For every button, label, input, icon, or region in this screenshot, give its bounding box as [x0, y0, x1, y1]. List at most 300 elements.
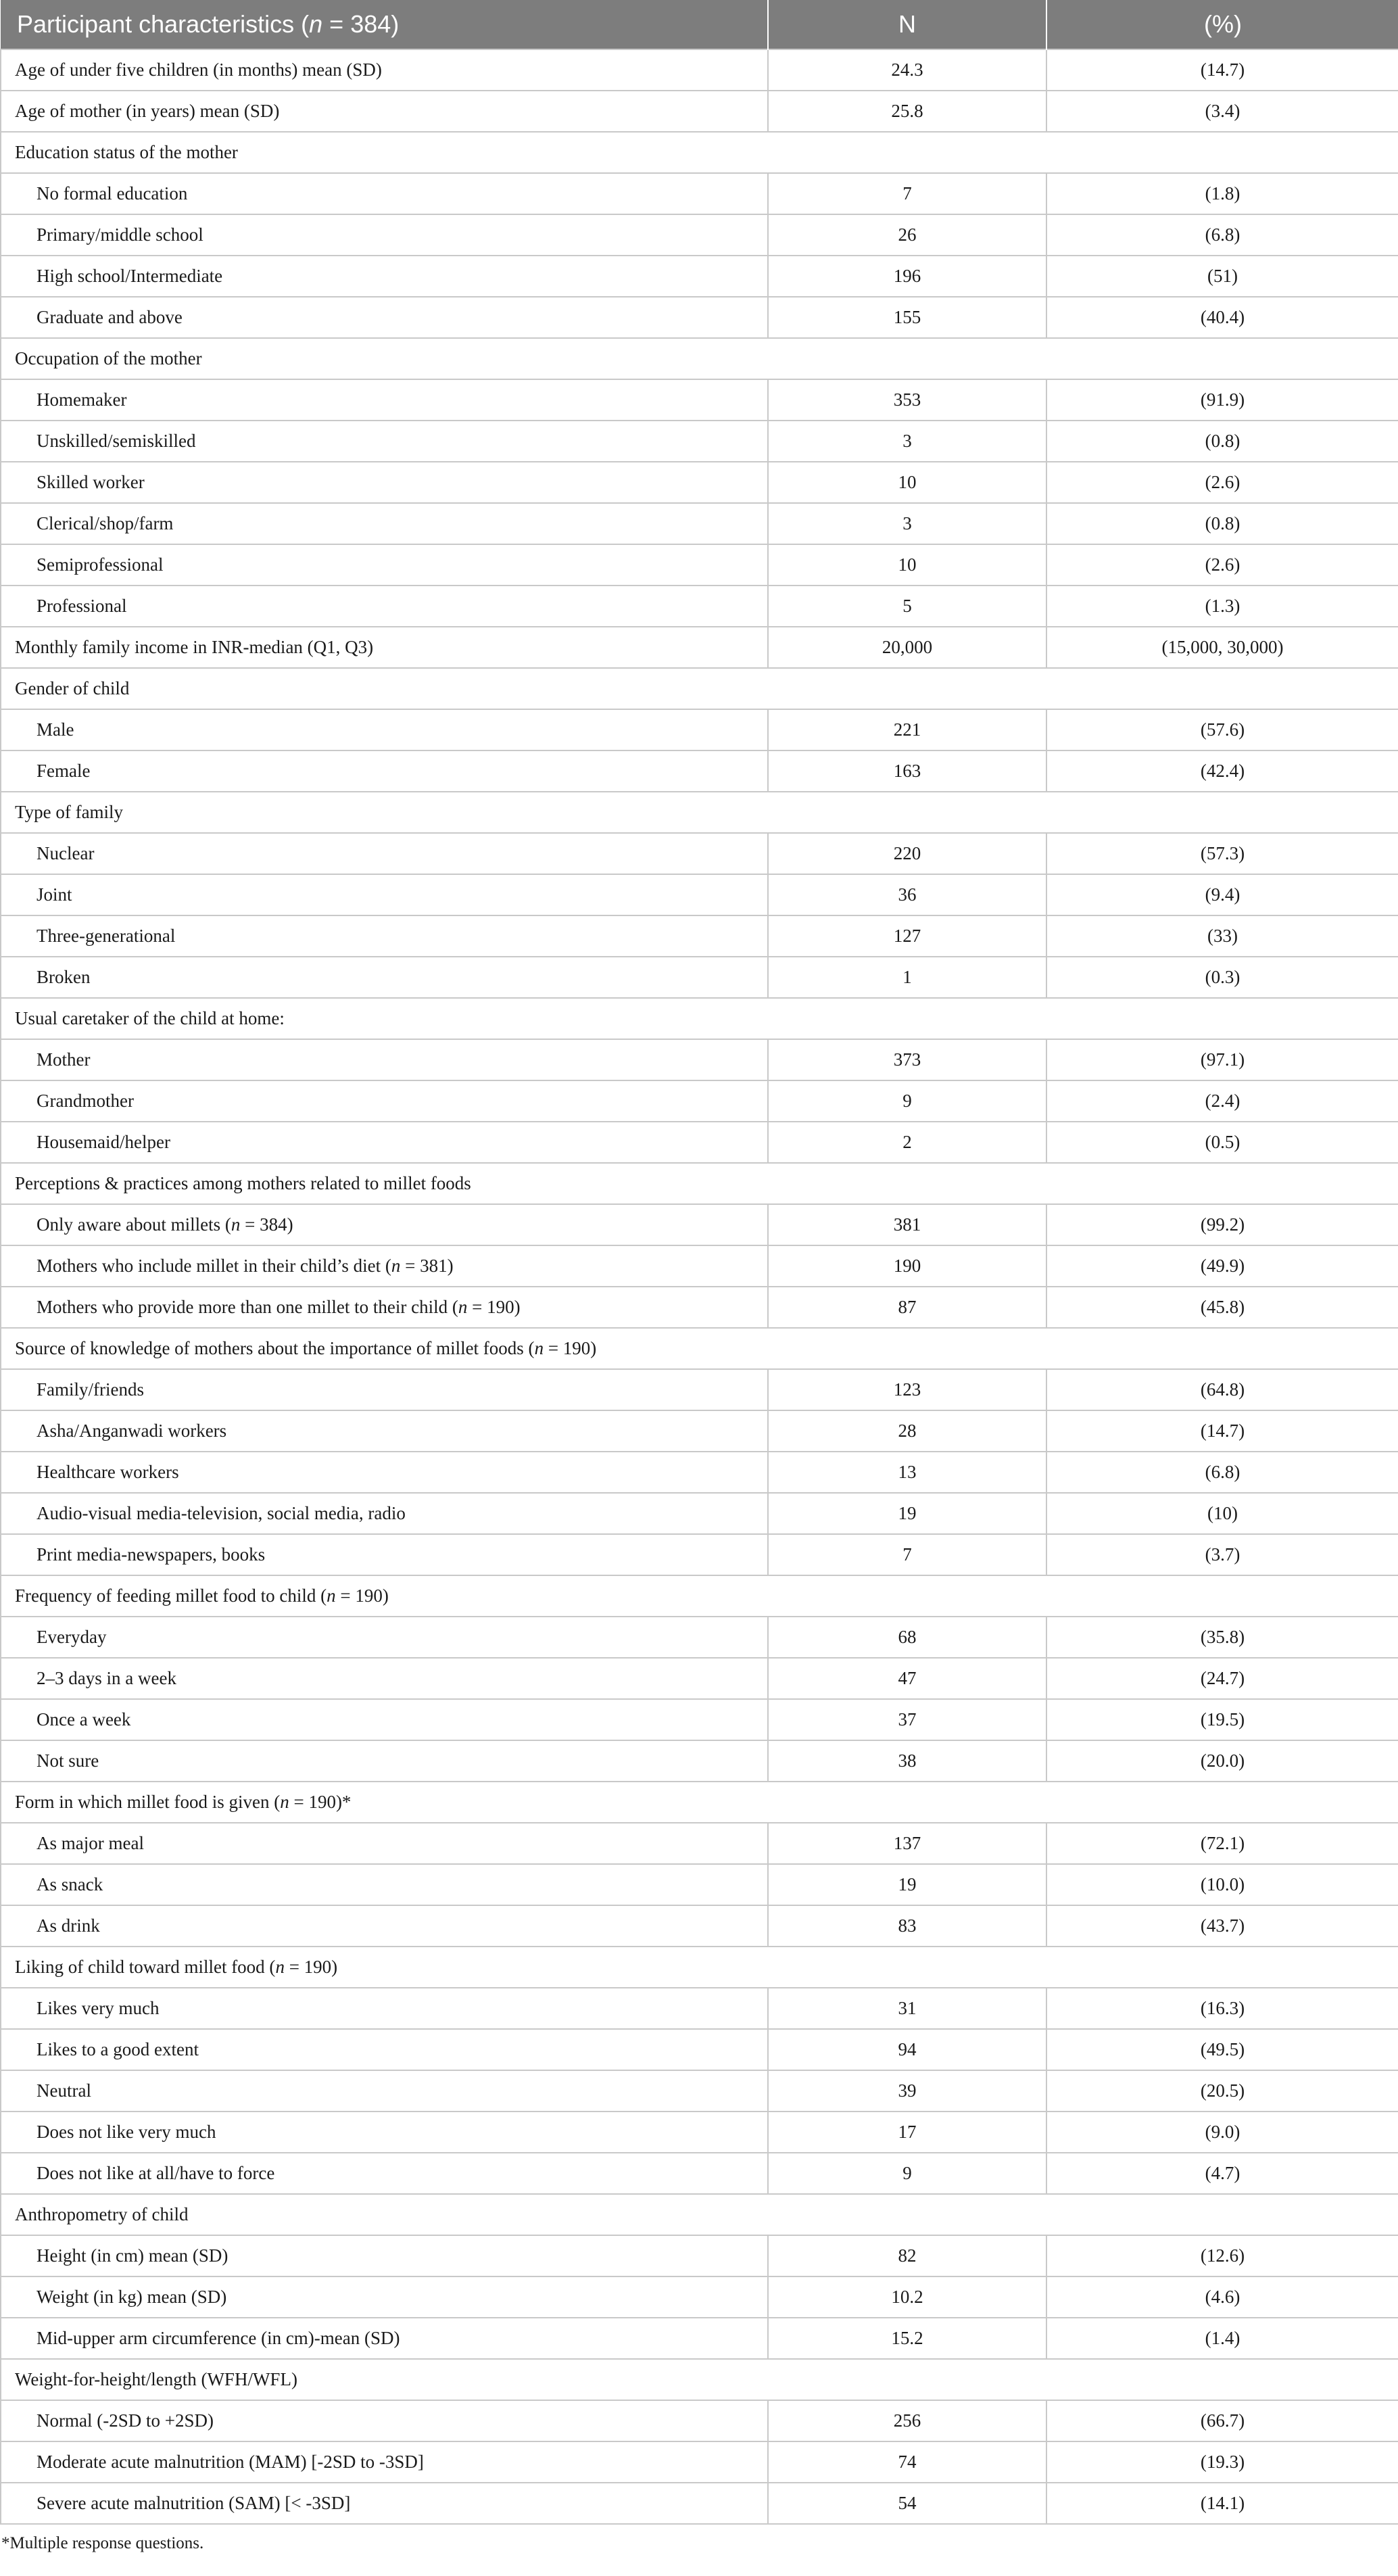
row-label [1, 874, 768, 915]
cell-percent: (40.4) [1046, 297, 1398, 338]
row-label [1, 379, 768, 421]
cell-percent: (20.5) [1046, 2070, 1398, 2112]
cell-percent: (91.9) [1046, 379, 1398, 421]
cell-n: 127 [768, 915, 1046, 957]
row-label-text: Male [37, 719, 74, 740]
row-label [1, 750, 768, 792]
row-label [1, 1493, 768, 1534]
row-label [1, 1699, 768, 1740]
cell-percent: (51) [1046, 256, 1398, 297]
cell-percent: (19.3) [1046, 2441, 1398, 2483]
category-label [1, 792, 1398, 833]
row-label-n: n [534, 1338, 544, 1358]
table-row [1, 379, 1398, 421]
row-label [1, 2070, 768, 2112]
row-label [1, 1122, 768, 1163]
row-label [1, 2153, 768, 2194]
header-percent: (%) [1046, 0, 1398, 49]
cell-n: 155 [768, 297, 1046, 338]
category-row [1, 2194, 1398, 2235]
row-label [1, 2029, 768, 2070]
row-label-text: As major meal [37, 1833, 144, 1853]
table-row [1, 2153, 1398, 2194]
row-label-text: 2–3 days in a week [37, 1668, 176, 1688]
row-label [1, 1658, 768, 1699]
cell-n: 20,000 [768, 627, 1046, 668]
cell-n: 9 [768, 1080, 1046, 1122]
row-label-suffix: = 190) [284, 1957, 338, 1977]
cell-percent: (12.6) [1046, 2235, 1398, 2276]
cell-n: 221 [768, 709, 1046, 750]
category-row [1, 792, 1398, 833]
cell-n: 2 [768, 1122, 1046, 1163]
cell-n: 19 [768, 1864, 1046, 1905]
cell-n: 47 [768, 1658, 1046, 1699]
table-row [1, 1369, 1398, 1410]
category-row [1, 1947, 1398, 1988]
category-label [1, 2359, 1398, 2400]
cell-n: 24.3 [768, 49, 1046, 91]
table-row [1, 2483, 1398, 2524]
row-label-text: Grandmother [37, 1091, 134, 1111]
row-label [1, 1534, 768, 1575]
row-label-text: Mother [37, 1049, 91, 1070]
header-characteristics [1, 0, 768, 49]
row-label-text: Anthropometry of child [15, 2204, 189, 2224]
row-label-text: Mothers who provide more than one millet to their child ( [37, 1297, 458, 1317]
cell-percent: (14.7) [1046, 49, 1398, 91]
cell-n: 10.2 [768, 2276, 1046, 2318]
row-label-text: Unskilled/semiskilled [37, 431, 196, 451]
cell-percent: (3.4) [1046, 91, 1398, 132]
table-row [1, 915, 1398, 957]
row-label-text: Female [37, 761, 91, 781]
cell-n: 36 [768, 874, 1046, 915]
table-row [1, 1245, 1398, 1287]
category-row [1, 1163, 1398, 1204]
table-row [1, 2441, 1398, 2483]
row-label [1, 586, 768, 627]
row-label-n: n [327, 1585, 336, 1606]
cell-percent: (3.7) [1046, 1534, 1398, 1575]
row-label [1, 1410, 768, 1452]
row-label [1, 2441, 768, 2483]
row-label-text: Clerical/shop/farm [37, 513, 174, 533]
cell-percent: (9.0) [1046, 2112, 1398, 2153]
cell-n: 10 [768, 544, 1046, 586]
cell-percent: (72.1) [1046, 1823, 1398, 1864]
table-row [1, 750, 1398, 792]
cell-n: 123 [768, 1369, 1046, 1410]
row-label-text: Perceptions & practices among mothers related to millet foods [15, 1173, 471, 1193]
cell-n: 13 [768, 1452, 1046, 1493]
cell-percent: (2.6) [1046, 544, 1398, 586]
row-label [1, 1039, 768, 1080]
row-label-text: Homemaker [37, 389, 127, 410]
table-row [1, 627, 1398, 668]
cell-n: 87 [768, 1287, 1046, 1328]
row-label-suffix: = 190) [544, 1338, 597, 1358]
row-label-suffix: = 190) [335, 1585, 389, 1606]
table-row [1, 1905, 1398, 1947]
cell-percent: (20.0) [1046, 1740, 1398, 1782]
cell-n: 163 [768, 750, 1046, 792]
row-label-text: Monthly family income in INR-median (Q1, Q3) [15, 637, 374, 657]
cell-n: 373 [768, 1039, 1046, 1080]
row-label-text: Professional [37, 596, 127, 616]
row-label [1, 1823, 768, 1864]
row-label [1, 503, 768, 544]
row-label [1, 214, 768, 256]
table-row [1, 503, 1398, 544]
table-row [1, 1534, 1398, 1575]
cell-n: 7 [768, 173, 1046, 214]
row-label-text: Asha/Anganwadi workers [37, 1421, 227, 1441]
table-row [1, 1410, 1398, 1452]
category-row [1, 338, 1398, 379]
row-label-text: Joint [37, 884, 72, 905]
row-label-n: n [458, 1297, 468, 1317]
table-row [1, 1287, 1398, 1328]
row-label-text: Liking of child toward millet food ( [15, 1957, 276, 1977]
category-label [1, 1163, 1398, 1204]
cell-percent: (64.8) [1046, 1369, 1398, 1410]
header-characteristics-suffix: = 384) [322, 10, 400, 38]
row-label-text: No formal education [37, 183, 188, 204]
cell-n: 196 [768, 256, 1046, 297]
category-row [1, 2359, 1398, 2400]
row-label-n: n [391, 1256, 401, 1276]
row-label-text: Once a week [37, 1709, 131, 1730]
cell-n: 256 [768, 2400, 1046, 2441]
cell-percent: (97.1) [1046, 1039, 1398, 1080]
row-label-text: Housemaid/helper [37, 1132, 170, 1152]
cell-percent: (4.6) [1046, 2276, 1398, 2318]
cell-percent: (2.6) [1046, 462, 1398, 503]
cell-n: 26 [768, 214, 1046, 256]
cell-percent: (15,000, 30,000) [1046, 627, 1398, 668]
cell-n: 15.2 [768, 2318, 1046, 2359]
row-label-text: Form in which millet food is given ( [15, 1792, 281, 1812]
table-row [1, 421, 1398, 462]
cell-percent: (16.3) [1046, 1988, 1398, 2029]
table-row [1, 2029, 1398, 2070]
cell-percent: (14.1) [1046, 2483, 1398, 2524]
row-label-suffix: = 190) [467, 1297, 521, 1317]
category-label [1, 1782, 1398, 1823]
table-row [1, 1080, 1398, 1122]
footnote: *Multiple response questions. [1, 2534, 204, 2552]
cell-percent: (0.5) [1046, 1122, 1398, 1163]
table-body [1, 49, 1398, 2524]
cell-percent: (42.4) [1046, 750, 1398, 792]
row-label [1, 544, 768, 586]
cell-n: 137 [768, 1823, 1046, 1864]
row-label [1, 2318, 768, 2359]
cell-percent: (49.5) [1046, 2029, 1398, 2070]
cell-n: 381 [768, 1204, 1046, 1245]
table-row [1, 214, 1398, 256]
cell-n: 1 [768, 957, 1046, 998]
cell-percent: (49.9) [1046, 1245, 1398, 1287]
cell-percent: (9.4) [1046, 874, 1398, 915]
table-row [1, 1699, 1398, 1740]
row-label-text: Semiprofessional [37, 554, 164, 575]
cell-n: 37 [768, 1699, 1046, 1740]
category-row [1, 1575, 1398, 1617]
table-row [1, 91, 1398, 132]
row-label-n: n [275, 1957, 285, 1977]
table-row [1, 1452, 1398, 1493]
row-label [1, 1245, 768, 1287]
row-label-text: As drink [37, 1915, 100, 1936]
table-row [1, 1122, 1398, 1163]
row-label-text: Print media-newspapers, books [37, 1544, 266, 1565]
row-label-text: Broken [37, 967, 91, 987]
cell-n: 83 [768, 1905, 1046, 1947]
cell-percent: (0.3) [1046, 957, 1398, 998]
table-row [1, 586, 1398, 627]
row-label-text: Primary/middle school [37, 224, 203, 245]
row-label-text: Weight-for-height/length (WFH/WFL) [15, 2369, 297, 2389]
cell-n: 31 [768, 1988, 1046, 2029]
row-label-text: Likes to a good extent [37, 2039, 199, 2059]
table-row [1, 1988, 1398, 2029]
cell-n: 94 [768, 2029, 1046, 2070]
cell-percent: (6.8) [1046, 214, 1398, 256]
row-label-text: Audio-visual media-television, social media, radio [37, 1503, 406, 1523]
category-label [1, 2194, 1398, 2235]
table-row [1, 709, 1398, 750]
table-header [1, 0, 1398, 49]
row-label-text: Not sure [37, 1750, 99, 1771]
table-row [1, 1039, 1398, 1080]
row-label-text: Skilled worker [37, 472, 145, 492]
row-label [1, 1988, 768, 2029]
table-row [1, 49, 1398, 91]
row-label [1, 1617, 768, 1658]
row-label-text: Nuclear [37, 843, 95, 863]
cell-percent: (99.2) [1046, 1204, 1398, 1245]
table-row [1, 874, 1398, 915]
cell-n: 190 [768, 1245, 1046, 1287]
table-row [1, 297, 1398, 338]
row-label [1, 833, 768, 874]
category-label [1, 998, 1398, 1039]
row-label-text: Moderate acute malnutrition (MAM) [-2SD to -3SD] [37, 2452, 424, 2472]
row-label [1, 2400, 768, 2441]
header-characteristics-prefix: Participant characteristics ( [17, 10, 310, 38]
row-label-text: Healthcare workers [37, 1462, 179, 1482]
row-label [1, 915, 768, 957]
table-row [1, 173, 1398, 214]
cell-n: 3 [768, 503, 1046, 544]
cell-percent: (24.7) [1046, 1658, 1398, 1699]
category-row [1, 1328, 1398, 1369]
row-label-suffix: = 381) [400, 1256, 454, 1276]
row-label-text: Type of family [15, 802, 124, 822]
table-row [1, 1740, 1398, 1782]
row-label-text: Likes very much [37, 1998, 160, 2018]
category-label [1, 338, 1398, 379]
table-row [1, 1823, 1398, 1864]
row-label-text: Age of mother (in years) mean (SD) [15, 101, 280, 121]
row-label [1, 957, 768, 998]
cell-percent: (57.3) [1046, 833, 1398, 874]
category-row [1, 1782, 1398, 1823]
category-label [1, 1575, 1398, 1617]
row-label-text: High school/Intermediate [37, 266, 223, 286]
row-label-text: Mothers who include millet in their child’s diet ( [37, 1256, 391, 1276]
cell-n: 19 [768, 1493, 1046, 1534]
cell-percent: (0.8) [1046, 421, 1398, 462]
row-label [1, 1740, 768, 1782]
row-label-text: Frequency of feeding millet food to child ( [15, 1585, 327, 1606]
header-row [1, 0, 1398, 49]
cell-percent: (4.7) [1046, 2153, 1398, 2194]
cell-n: 82 [768, 2235, 1046, 2276]
header-characteristics-n: n [309, 10, 323, 38]
table-row [1, 957, 1398, 998]
cell-n: 7 [768, 1534, 1046, 1575]
table-row [1, 2400, 1398, 2441]
cell-percent: (1.4) [1046, 2318, 1398, 2359]
cell-n: 25.8 [768, 91, 1046, 132]
row-label-text: Family/friends [37, 1379, 144, 1400]
category-row [1, 668, 1398, 709]
row-label [1, 709, 768, 750]
cell-percent: (10.0) [1046, 1864, 1398, 1905]
row-label-text: Graduate and above [37, 307, 183, 327]
row-label-text: Severe acute malnutrition (SAM) [< -3SD] [37, 2493, 351, 2513]
row-label-n: n [280, 1792, 289, 1812]
cell-n: 74 [768, 2441, 1046, 2483]
row-label-text: Three-generational [37, 926, 176, 946]
row-label-suffix: = 384) [240, 1214, 293, 1235]
row-label [1, 256, 768, 297]
row-label [1, 1905, 768, 1947]
cell-percent: (0.8) [1046, 503, 1398, 544]
cell-n: 68 [768, 1617, 1046, 1658]
row-label-text: Occupation of the mother [15, 348, 202, 368]
category-row [1, 132, 1398, 173]
row-label-text: Source of knowledge of mothers about the importance of millet foods ( [15, 1338, 535, 1358]
cell-percent: (10) [1046, 1493, 1398, 1534]
row-label-text: Gender of child [15, 678, 130, 698]
cell-percent: (33) [1046, 915, 1398, 957]
cell-percent: (35.8) [1046, 1617, 1398, 1658]
category-label [1, 668, 1398, 709]
row-label [1, 627, 768, 668]
row-label-text: Education status of the mother [15, 142, 238, 162]
table-row [1, 1493, 1398, 1534]
cell-percent: (43.7) [1046, 1905, 1398, 1947]
cell-percent: (45.8) [1046, 1287, 1398, 1328]
cell-percent: (19.5) [1046, 1699, 1398, 1740]
row-label [1, 91, 768, 132]
cell-n: 9 [768, 2153, 1046, 2194]
cell-n: 5 [768, 586, 1046, 627]
table-row [1, 2276, 1398, 2318]
table-row [1, 256, 1398, 297]
row-label [1, 297, 768, 338]
row-label [1, 1080, 768, 1122]
row-label-text: As snack [37, 1874, 103, 1894]
cell-percent: (1.3) [1046, 586, 1398, 627]
cell-n: 28 [768, 1410, 1046, 1452]
table-row [1, 833, 1398, 874]
row-label [1, 2112, 768, 2153]
table-row [1, 544, 1398, 586]
category-label [1, 132, 1398, 173]
row-label-suffix: = 190)* [289, 1792, 352, 1812]
category-row [1, 998, 1398, 1039]
cell-n: 220 [768, 833, 1046, 874]
header-n: N [768, 0, 1046, 49]
table-row [1, 1617, 1398, 1658]
cell-n: 54 [768, 2483, 1046, 2524]
row-label [1, 1204, 768, 1245]
category-label [1, 1947, 1398, 1988]
row-label-text: Does not like very much [37, 2122, 216, 2142]
table-row [1, 1658, 1398, 1699]
cell-n: 38 [768, 1740, 1046, 1782]
row-label [1, 2483, 768, 2524]
cell-n: 3 [768, 421, 1046, 462]
cell-percent: (57.6) [1046, 709, 1398, 750]
table-row [1, 1864, 1398, 1905]
cell-percent: (6.8) [1046, 1452, 1398, 1493]
row-label-text: Only aware about millets ( [37, 1214, 231, 1235]
row-label-text: Weight (in kg) mean (SD) [37, 2287, 227, 2307]
cell-percent: (14.7) [1046, 1410, 1398, 1452]
row-label [1, 421, 768, 462]
row-label-text: Neutral [37, 2080, 91, 2101]
row-label-text: Does not like at all/have to force [37, 2163, 275, 2183]
row-label [1, 1864, 768, 1905]
table-row [1, 2070, 1398, 2112]
cell-percent: (66.7) [1046, 2400, 1398, 2441]
row-label-text: Mid-upper arm circumference (in cm)-mean (SD) [37, 2328, 400, 2348]
row-label [1, 1287, 768, 1328]
row-label [1, 173, 768, 214]
row-label [1, 1369, 768, 1410]
table-row [1, 2112, 1398, 2153]
row-label-text: Everyday [37, 1627, 107, 1647]
cell-percent: (2.4) [1046, 1080, 1398, 1122]
row-label [1, 1452, 768, 1493]
row-label [1, 2235, 768, 2276]
cell-n: 10 [768, 462, 1046, 503]
table-row [1, 1204, 1398, 1245]
table-row [1, 462, 1398, 503]
row-label-text: Usual caretaker of the child at home: [15, 1008, 285, 1028]
cell-n: 353 [768, 379, 1046, 421]
cell-n: 17 [768, 2112, 1046, 2153]
cell-percent: (1.8) [1046, 173, 1398, 214]
row-label-n: n [231, 1214, 241, 1235]
row-label [1, 462, 768, 503]
category-label [1, 1328, 1398, 1369]
table-row [1, 2318, 1398, 2359]
row-label [1, 2276, 768, 2318]
row-label-text: Normal (-2SD to +2SD) [37, 2410, 214, 2431]
row-label-text: Age of under five children (in months) mean (SD) [15, 59, 382, 80]
table-row [1, 2235, 1398, 2276]
cell-n: 39 [768, 2070, 1046, 2112]
row-label [1, 49, 768, 91]
row-label-text: Height (in cm) mean (SD) [37, 2245, 228, 2266]
